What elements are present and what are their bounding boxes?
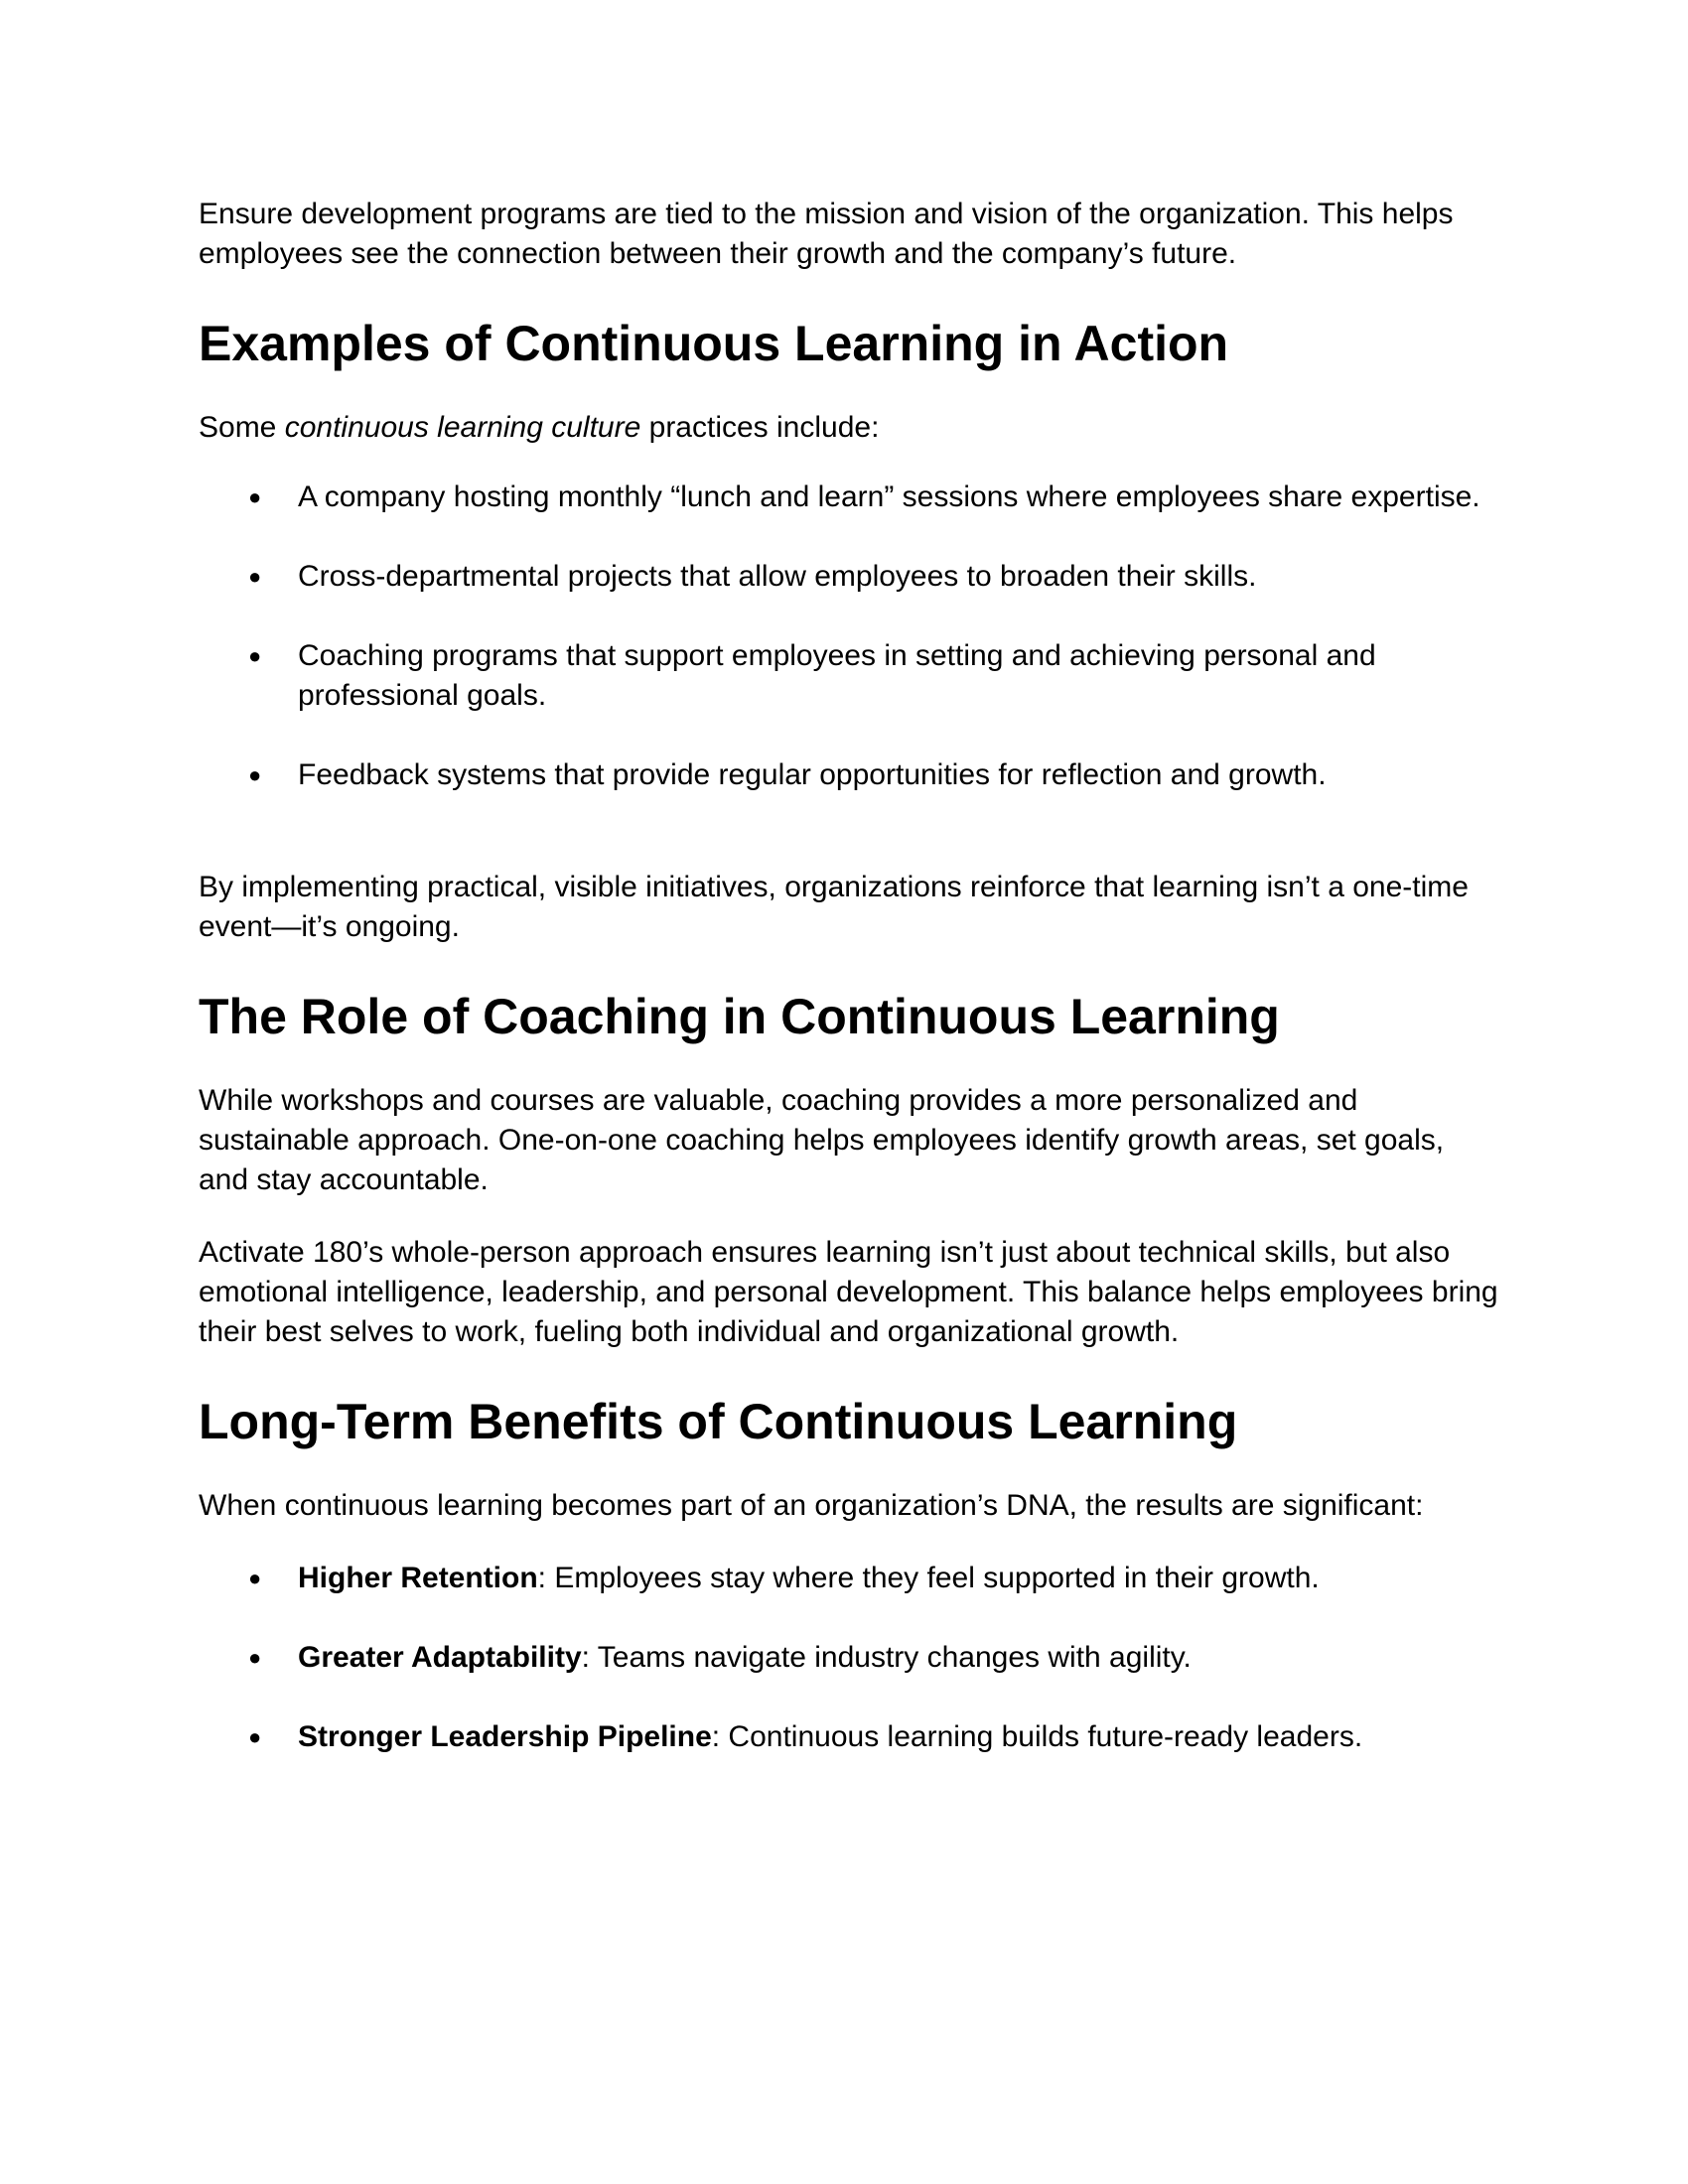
list-item xyxy=(199,1638,1499,1678)
list-item-text: Cross-departmental projects that allow employees to broaden their skills. xyxy=(298,560,1257,593)
benefits-list xyxy=(199,1559,1499,1757)
examples-heading: Examples of Continuous Learning in Action xyxy=(199,316,1229,371)
list-item-text: A company hosting monthly “lunch and learn” sessions where employees share expertise. xyxy=(298,480,1480,513)
examples-lead-end: practices include: xyxy=(640,411,880,444)
list-item-text: Feedback systems that provide regular opportunities for reflection and growth. xyxy=(298,758,1327,791)
examples-closing-paragraph: By implementing practical, visible initiatives, organizations reinforce that learning isn’t a one-time event—it’s ongoing. xyxy=(199,871,1469,943)
coaching-paragraph-1: While workshops and courses are valuable, coaching provides a more personalized and sustainable approach. One-on-one coaching helps employees identify growth areas, set goals, and stay accountable. xyxy=(199,1084,1445,1196)
examples-list xyxy=(199,478,1499,795)
bullet-icon: ● xyxy=(248,1645,262,1670)
document-page xyxy=(199,195,1499,1797)
examples-lead-italic: continuous learning culture xyxy=(284,411,641,444)
list-item-text: Coaching programs that support employees in setting and achieving personal and professional goals. xyxy=(298,639,1376,712)
coaching-paragraph-2: Activate 180’s whole-person approach ensures learning isn’t just about technical skills, but also emotional intelligence, leadership, and personal development. This balance helps employees bring their best selves to work, fueling both individual and organizational growth. xyxy=(199,1236,1498,1348)
intro-paragraph: Ensure development programs are tied to the mission and vision of the organization. This helps employees see the connection between their growth and the company’s future. xyxy=(199,198,1454,270)
list-item xyxy=(199,1717,1499,1757)
bullet-icon: ● xyxy=(248,1724,262,1749)
bullet-icon: ● xyxy=(248,643,262,668)
examples-lead-paragraph xyxy=(199,408,1499,448)
benefit-text: : Continuous learning builds future-ready leaders. xyxy=(711,1720,1363,1753)
list-item xyxy=(199,557,1499,597)
benefit-term: Stronger Leadership Pipeline xyxy=(298,1720,712,1753)
benefit-term: Higher Retention xyxy=(298,1562,538,1594)
coaching-heading: The Role of Coaching in Continuous Learning xyxy=(199,989,1280,1044)
benefits-lead-paragraph: When continuous learning becomes part of an organization’s DNA, the results are significant: xyxy=(199,1489,1424,1522)
list-item xyxy=(199,478,1499,517)
benefit-text: : Employees stay where they feel supported in their growth. xyxy=(537,1562,1320,1594)
examples-lead-start: Some xyxy=(199,411,285,444)
benefits-heading: Long-Term Benefits of Continuous Learning xyxy=(199,1394,1238,1449)
list-item xyxy=(199,755,1499,795)
list-item xyxy=(199,1559,1499,1598)
bullet-icon: ● xyxy=(248,484,262,509)
bullet-icon: ● xyxy=(248,762,262,787)
list-item xyxy=(199,636,1499,716)
benefit-term: Greater Adaptability xyxy=(298,1641,582,1674)
bullet-icon: ● xyxy=(248,1566,262,1590)
bullet-icon: ● xyxy=(248,564,262,589)
benefit-text: : Teams navigate industry changes with agility. xyxy=(581,1641,1192,1674)
